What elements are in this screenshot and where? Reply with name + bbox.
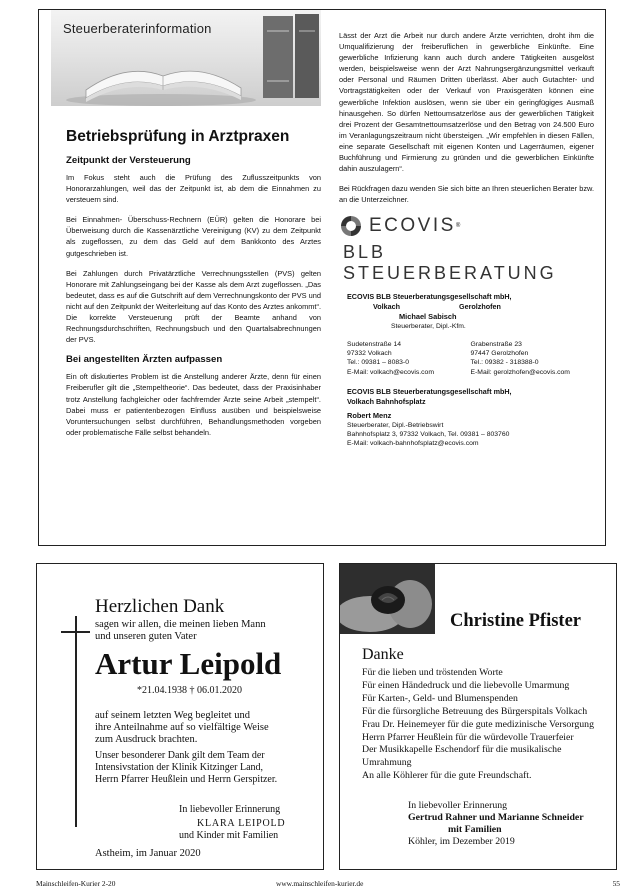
thanks-line: Für die fürsorgliche Betreuung des Bürgerspitals Volkach (362, 705, 588, 717)
ecovis-name: ECOVIS (369, 215, 456, 237)
deceased-name: Artur Leipold (95, 646, 282, 681)
person-title: Steuerberater, Dipl.-Kfm. (391, 323, 466, 331)
company-name: ECOVIS BLB Steuerberatungsgesellschaft mbH, (347, 292, 512, 302)
signature-family: und Kinder mit Familien (179, 830, 279, 841)
thanks-line: Für einen Händedruck und die liebevolle Umarmung (362, 679, 570, 691)
ecovis-logo-icon (339, 214, 363, 238)
article-left-column (66, 128, 321, 447)
thanks-line: Umrahmung (362, 757, 412, 769)
paragraph: Im Fokus steht auch die Prüfung des Zuflusszeitpunkts von Honorarzahlungen, weil das der Zeitpunkt ist, ab dem die Einnahmen zu versteuern sind. (66, 173, 321, 205)
location-volkach: Volkach (373, 302, 401, 312)
text-line: ihre Anteilnahme auf so vielfältige Weise (95, 722, 269, 733)
address-line: Tel.: 09381 – 8083-0 (347, 359, 409, 367)
text-line: zum Ausdruck brachten. (95, 734, 198, 745)
address-gerolzhofen (471, 340, 595, 377)
banner-label: Steuerberaterinformation (63, 21, 212, 36)
address-line: Tel.: 09382 - 318388-0 (470, 359, 539, 367)
company-name: ECOVIS BLB Steuerberatungsgesellschaft mbH, (347, 386, 512, 396)
page-number: 55 (612, 879, 620, 888)
signature-intro: In liebevoller Erinnerung (408, 800, 508, 811)
location-gerolzhofen: Gerolzhofen (459, 302, 501, 312)
address-volkach (347, 340, 471, 377)
paragraph: Ein oft diskutiertes Problem ist die Anstellung anderer Ärzte, denn für einen Freiberufler gilt die „Stempeltheorie“. Das bedeutet, dass der Praxisinhaber trotz Anstellung fachgleicher oder fachfremder Ärzte seine Arbeit „stempelt“. Dabei muss er patientenbezogen Einfluss ausüben und beispielsweise Voruntersuchungen selbst durchführen, Behandlungsmethoden vorgeben oder problematische Fälle selbst behandeln. (66, 372, 321, 437)
ecovis-tagline: BLB STEUERBERATUNG (343, 242, 557, 284)
intro-line: und unseren guten Vater (95, 631, 197, 642)
thanks-line: Frau Dr. Heinemeyer für die gute medizinische Versorgung (362, 718, 594, 730)
signature-intro: In liebevoller Erinnerung (179, 804, 281, 815)
company-location: Volkach Bahnhofsplatz (347, 396, 426, 406)
registered-mark: ® (455, 223, 461, 230)
place-date: Köhler, im Dezember 2019 (408, 836, 515, 847)
life-dates: *21.04.1938 † 06.01.2020 (137, 685, 242, 696)
thanks-line: Der Musikkapelle Eschendorf für die musikalische (362, 744, 562, 756)
thank-you-notice-pfister (339, 563, 617, 870)
company-locations (347, 302, 594, 312)
subheading-versteuerung: Zeitpunkt der Versteuerung (66, 155, 191, 166)
article-right-column (339, 30, 594, 449)
address-line: Bahnhofsplatz 3, 97332 Volkach, Tel. 09381 – 803760 (347, 431, 510, 439)
rose-image (340, 564, 435, 634)
paragraph: Bei Einnahmen- Überschuss-Rechnern (EÜR) gelten die Honorare bei Überweisung durch die Kassenärztliche Vereinigung (KV) zu dem Zeitpunkt als zugeflossen, zu dem das Geld auf dem Bankkonto des Arztes gutgeschrieben ist. (66, 215, 321, 258)
email-link[interactable]: E-Mail: volkach-bahnhofsplatz@ecovis.com (347, 440, 479, 448)
address-columns (347, 340, 594, 377)
signature-names: Gertrud Rahner und Marianne Schneider (408, 812, 584, 823)
text-line: auf seinem letzten Weg begleitet und (95, 710, 250, 721)
thanks-line: Für die lieben und tröstenden Worte (362, 667, 503, 678)
danke-heading: Danke (362, 646, 404, 663)
subheading-aerzte: Bei angestellten Ärzten aufpassen (66, 354, 223, 366)
ecovis-logo-row (339, 214, 594, 238)
cross-icon-bar (61, 631, 90, 633)
footer-issue: Mainschleifen-Kurier 2-20 (36, 879, 116, 888)
intro-line: sagen wir allen, die meinen lieben Mann (95, 619, 266, 630)
signature-family: mit Familien (448, 824, 502, 835)
place-date: Astheim, im Januar 2020 (95, 848, 201, 859)
notice-intro (95, 619, 315, 643)
text-line: Herrn Pfarrer Heußlein und Herrn Gerspitzer. (95, 774, 278, 785)
banner-image (51, 10, 321, 106)
rose-photo (340, 564, 435, 634)
page-footer (36, 879, 620, 891)
footer-website-link[interactable]: www.mainschleifen-kurier.de (276, 879, 364, 888)
thanks-line: Für Karten-, Geld- und Blumenspenden (362, 692, 518, 704)
paragraph: Bei Rückfragen dazu wenden Sie sich bitte an Ihren steuerlichen Berater bzw. an die Unterzeichner. (339, 184, 594, 205)
article-heading: Betriebsprüfung in Arztpraxen (66, 128, 290, 145)
person-name: Christine Pfister (450, 611, 582, 631)
thank-you-notice-leipold (36, 563, 324, 870)
person-title: Steuerberater, Dipl.-Betriebswirt (347, 421, 444, 429)
notice-title: Herzlichen Dank (95, 596, 225, 617)
person-name: Robert Menz (347, 410, 392, 420)
notice-paragraph (95, 710, 315, 746)
steuerberater-ad (38, 9, 606, 546)
thanks-line: Herrn Pfarrer Heußlein für die würdevolle Trauerfeier (362, 731, 574, 743)
thanks-list (362, 667, 612, 783)
email-link[interactable]: E-Mail: gerolzhofen@ecovis.com (470, 368, 570, 376)
signature-block (408, 800, 584, 848)
text-line: Intensivstation der Klinik Kitzinger Land, (95, 762, 264, 773)
address-line: Grabenstraße 23 (470, 340, 522, 348)
text-line: Unser besonderer Dank gilt dem Team der (95, 750, 265, 761)
address-line: 97447 Gerolzhofen (470, 350, 529, 357)
person-name: Michael Sabisch (399, 312, 457, 322)
thanks-line: An alle Köhlerer für die gute Freundschaft. (362, 770, 532, 782)
address-line: 97332 Volkach (347, 350, 392, 357)
cross-icon (75, 616, 77, 827)
paragraph: Bei Zahlungen durch Privatärztliche Verrechnungsstellen (PVS) gelten Honorare mit Zahlungseingang bei der Kasse als dem Arzt zugeflossen. „Das bedeutet, dass es auf die Gutschrift auf dem Verrechnungskonto der PVS und nicht auf den Zeitpunkt der Weiterleitung auf das Konto des Arztes ankommt“. Die korrekte Versteuerung prüft der Beamte anhand von Rechnungsdurchschriften, Rechnungsbuch und den Quartalsabrechnungen der PVS. (66, 268, 321, 345)
contact-block (339, 292, 594, 448)
notice-paragraph (95, 750, 315, 786)
email-link[interactable]: E-Mail: volkach@ecovis.com (347, 368, 434, 376)
address-line: Sudetenstraße 14 (347, 340, 402, 348)
paragraph: Lässt der Arzt die Arbeit nur durch andere Ärzte verrichten, droht ihm die Umqualifizierung der freiberuflichen in gewerbliche Einkünfte. Eine gewerbliche Infizierung kann auch durch andere Tätigkeiten ausgelöst werden, beispielsweise wenn der Arzt Nahrungsergänzungsmittel verkauft oder Personal und Räumen Dritten überlässt. Aber auch Gutachter- und Vortragstätigkeiten oder der Verkauf von Praxisgeräten können eine gewerbliche Infektion auslösen, wenn sie über ein geringfügiges Ausmaß hinausgehen. So dürfen Nettoumsatzerlöse aus der gewerblichen Tätigkeit drei Prozent der Gesamtnettoumsatzerlöse und den Betrag von 24.500 Euro im Veranlagungszeitraum nicht übersteigen. „Wir empfehlen in diesen Fällen, eine separate Gesellschaft mit eigenen Konten und Lagerräumen, eigener Buchführung und Firmierung zu gründen und die gewerblichen Einkünfte dahin auszulagern“. (339, 31, 594, 174)
signature-name: KLARA LEIPOLD (197, 818, 286, 829)
